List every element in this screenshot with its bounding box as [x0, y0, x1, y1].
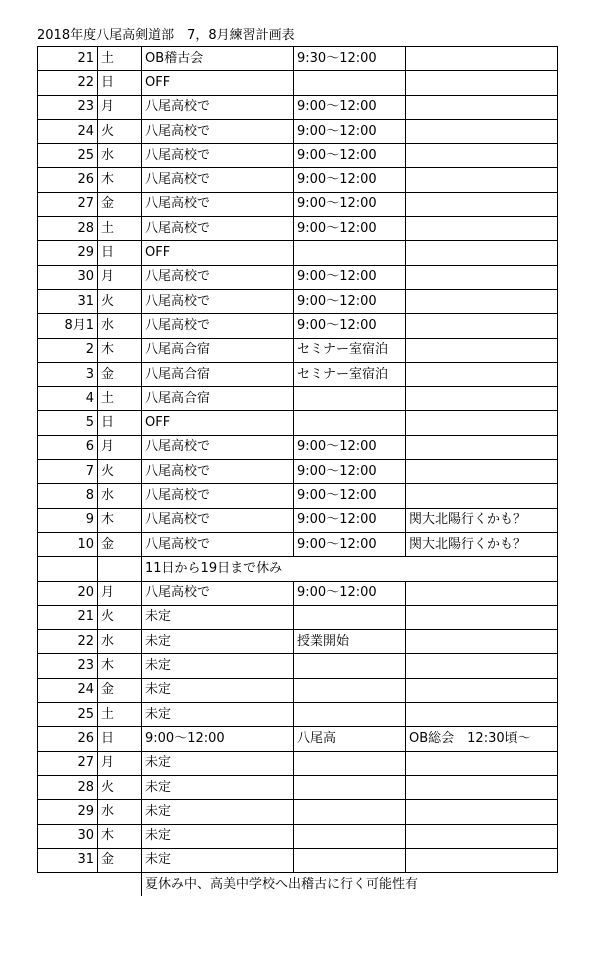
schedule-row	[38, 460, 558, 484]
note-cell	[406, 751, 558, 775]
date-cell: 25	[38, 703, 98, 727]
activity-cell: 八尾高校で	[142, 581, 294, 605]
time-cell	[294, 71, 406, 95]
note-cell	[406, 192, 558, 216]
schedule-row	[38, 751, 558, 775]
schedule-row	[38, 119, 558, 143]
time-cell: 9:00～12:00	[294, 532, 406, 556]
time-cell: 9:00～12:00	[294, 95, 406, 119]
schedule-row	[38, 217, 558, 241]
schedule-row	[38, 435, 558, 459]
activity-cell: 未定	[142, 848, 294, 872]
activity-cell: 未定	[142, 775, 294, 799]
date-cell: 28	[38, 217, 98, 241]
weekday-cell: 火	[98, 460, 142, 484]
note-cell	[406, 703, 558, 727]
note-cell	[406, 411, 558, 435]
note-cell	[406, 95, 558, 119]
holiday-notice-cell: 11日から19日まで休み	[142, 557, 558, 581]
date-cell: 30	[38, 824, 98, 848]
schedule-row	[38, 848, 558, 872]
weekday-cell: 月	[98, 265, 142, 289]
time-cell: 授業開始	[294, 630, 406, 654]
time-cell: セミナー室宿泊	[294, 338, 406, 362]
note-cell	[406, 824, 558, 848]
activity-cell: 八尾高校で	[142, 508, 294, 532]
schedule-row	[38, 508, 558, 532]
time-cell: 9:00～12:00	[294, 144, 406, 168]
weekday-cell: 土	[98, 47, 142, 71]
note-cell	[406, 800, 558, 824]
note-cell	[406, 654, 558, 678]
note-cell	[406, 119, 558, 143]
weekday-cell: 月	[98, 581, 142, 605]
note-cell	[406, 168, 558, 192]
note-cell	[406, 265, 558, 289]
date-cell: 10	[38, 532, 98, 556]
time-cell	[294, 848, 406, 872]
note-cell	[406, 581, 558, 605]
weekday-cell: 月	[98, 435, 142, 459]
weekday-cell: 水	[98, 314, 142, 338]
time-cell: 八尾高	[294, 727, 406, 751]
time-cell: 9:00～12:00	[294, 192, 406, 216]
time-cell: 9:00～12:00	[294, 265, 406, 289]
weekday-cell: 木	[98, 654, 142, 678]
note-cell	[406, 338, 558, 362]
schedule-row	[38, 314, 558, 338]
schedule-row	[38, 703, 558, 727]
weekday-cell: 水	[98, 630, 142, 654]
activity-cell: 八尾高校で	[142, 532, 294, 556]
date-cell: 5	[38, 411, 98, 435]
weekday-cell: 火	[98, 289, 142, 313]
weekday-cell: 金	[98, 362, 142, 386]
time-cell	[294, 241, 406, 265]
date-cell: 30	[38, 265, 98, 289]
date-cell: 6	[38, 435, 98, 459]
activity-cell: 八尾高校で	[142, 168, 294, 192]
activity-cell: 八尾高校で	[142, 289, 294, 313]
weekday-cell: 金	[98, 678, 142, 702]
note-cell	[406, 435, 558, 459]
date-cell: 31	[38, 289, 98, 313]
time-cell: 9:00～12:00	[294, 581, 406, 605]
date-cell	[38, 557, 98, 581]
time-cell	[294, 411, 406, 435]
activity-cell: 八尾高校で	[142, 217, 294, 241]
date-cell: 24	[38, 678, 98, 702]
weekday-cell: 金	[98, 848, 142, 872]
weekday-cell: 金	[98, 192, 142, 216]
schedule-table	[37, 46, 558, 896]
date-cell: 9	[38, 508, 98, 532]
schedule-row	[38, 800, 558, 824]
note-cell: OB総会 12:30頃～	[406, 727, 558, 751]
date-cell: 26	[38, 727, 98, 751]
time-cell: 9:00～12:00	[294, 508, 406, 532]
date-cell: 20	[38, 581, 98, 605]
time-cell	[294, 703, 406, 727]
schedule-row	[38, 71, 558, 95]
note-cell	[406, 289, 558, 313]
date-cell: 8	[38, 484, 98, 508]
activity-cell: 八尾高合宿	[142, 387, 294, 411]
date-cell: 22	[38, 71, 98, 95]
time-cell	[294, 678, 406, 702]
activity-cell: 八尾高合宿	[142, 362, 294, 386]
schedule-row	[38, 678, 558, 702]
note-cell	[406, 605, 558, 629]
schedule-row	[38, 557, 558, 581]
schedule-row	[38, 289, 558, 313]
note-cell	[406, 362, 558, 386]
activity-cell: 八尾高校で	[142, 314, 294, 338]
activity-cell: OB稽古会	[142, 47, 294, 71]
activity-cell: 八尾高校で	[142, 265, 294, 289]
weekday-cell: 木	[98, 824, 142, 848]
note-cell: 関大北陽行くかも？	[406, 508, 558, 532]
activity-cell: 八尾高校で	[142, 435, 294, 459]
time-cell	[294, 775, 406, 799]
schedule-row	[38, 387, 558, 411]
schedule-row	[38, 168, 558, 192]
note-cell	[406, 678, 558, 702]
time-cell: 9:00～12:00	[294, 289, 406, 313]
schedule-row	[38, 824, 558, 848]
schedule-row	[38, 95, 558, 119]
document-title: 2018年度八尾高剣道部 7，8月練習計画表	[37, 28, 295, 43]
schedule-row	[38, 727, 558, 751]
weekday-cell: 日	[98, 241, 142, 265]
footnote-spacer	[38, 873, 142, 897]
schedule-row	[38, 241, 558, 265]
date-cell: 23	[38, 95, 98, 119]
note-cell	[406, 630, 558, 654]
weekday-cell: 火	[98, 605, 142, 629]
weekday-cell	[98, 557, 142, 581]
activity-cell: 八尾高校で	[142, 119, 294, 143]
time-cell	[294, 654, 406, 678]
activity-cell: 未定	[142, 654, 294, 678]
time-cell: 9:00～12:00	[294, 460, 406, 484]
activity-cell: 9:00～12:00	[142, 727, 294, 751]
weekday-cell: 日	[98, 727, 142, 751]
activity-cell: 未定	[142, 703, 294, 727]
weekday-cell: 水	[98, 800, 142, 824]
schedule-row	[38, 581, 558, 605]
weekday-cell: 日	[98, 411, 142, 435]
weekday-cell: 木	[98, 508, 142, 532]
note-cell	[406, 387, 558, 411]
time-cell	[294, 605, 406, 629]
time-cell: 9:00～12:00	[294, 314, 406, 338]
schedule-row	[38, 484, 558, 508]
activity-cell: OFF	[142, 71, 294, 95]
time-cell	[294, 751, 406, 775]
weekday-cell: 土	[98, 387, 142, 411]
schedule-row	[38, 47, 558, 71]
date-cell: 29	[38, 800, 98, 824]
schedule-row	[38, 411, 558, 435]
schedule-body	[38, 47, 558, 897]
schedule-row	[38, 338, 558, 362]
date-cell: 22	[38, 630, 98, 654]
schedule-row	[38, 144, 558, 168]
time-cell	[294, 800, 406, 824]
date-cell: 8月1	[38, 314, 98, 338]
schedule-row	[38, 605, 558, 629]
weekday-cell: 月	[98, 751, 142, 775]
note-cell	[406, 484, 558, 508]
note-cell	[406, 71, 558, 95]
date-cell: 26	[38, 168, 98, 192]
note-cell	[406, 848, 558, 872]
time-cell	[294, 387, 406, 411]
date-cell: 4	[38, 387, 98, 411]
time-cell: 9:00～12:00	[294, 484, 406, 508]
weekday-cell: 水	[98, 144, 142, 168]
date-cell: 27	[38, 192, 98, 216]
time-cell: 9:00～12:00	[294, 119, 406, 143]
note-cell	[406, 314, 558, 338]
activity-cell: 未定	[142, 678, 294, 702]
date-cell: 21	[38, 605, 98, 629]
note-cell	[406, 241, 558, 265]
activity-cell: 八尾高校で	[142, 460, 294, 484]
activity-cell: 未定	[142, 751, 294, 775]
date-cell: 25	[38, 144, 98, 168]
activity-cell: 八尾高校で	[142, 192, 294, 216]
activity-cell: 八尾高合宿	[142, 338, 294, 362]
time-cell	[294, 824, 406, 848]
date-cell: 2	[38, 338, 98, 362]
weekday-cell: 土	[98, 703, 142, 727]
weekday-cell: 火	[98, 775, 142, 799]
note-cell	[406, 460, 558, 484]
note-cell	[406, 47, 558, 71]
footnote-row	[38, 873, 558, 897]
weekday-cell: 木	[98, 338, 142, 362]
note-cell	[406, 144, 558, 168]
footnote-text: 夏休み中、高美中学校へ出稽古に行く可能性有	[142, 873, 558, 897]
date-cell: 24	[38, 119, 98, 143]
activity-cell: 八尾高校で	[142, 95, 294, 119]
weekday-cell: 木	[98, 168, 142, 192]
date-cell: 27	[38, 751, 98, 775]
note-cell: 関大北陽行くかも？	[406, 532, 558, 556]
time-cell: 9:00～12:00	[294, 435, 406, 459]
date-cell: 28	[38, 775, 98, 799]
note-cell	[406, 217, 558, 241]
weekday-cell: 水	[98, 484, 142, 508]
time-cell: 9:30～12:00	[294, 47, 406, 71]
activity-cell: 八尾高校で	[142, 144, 294, 168]
activity-cell: 未定	[142, 824, 294, 848]
weekday-cell: 火	[98, 119, 142, 143]
schedule-row	[38, 630, 558, 654]
date-cell: 21	[38, 47, 98, 71]
schedule-row	[38, 532, 558, 556]
weekday-cell: 日	[98, 71, 142, 95]
date-cell: 7	[38, 460, 98, 484]
weekday-cell: 土	[98, 217, 142, 241]
note-cell	[406, 775, 558, 799]
time-cell: 9:00～12:00	[294, 217, 406, 241]
date-cell: 29	[38, 241, 98, 265]
activity-cell: OFF	[142, 411, 294, 435]
date-cell: 31	[38, 848, 98, 872]
time-cell: 9:00～12:00	[294, 168, 406, 192]
weekday-cell: 金	[98, 532, 142, 556]
weekday-cell: 月	[98, 95, 142, 119]
date-cell: 3	[38, 362, 98, 386]
activity-cell: 未定	[142, 800, 294, 824]
schedule-row	[38, 192, 558, 216]
time-cell: セミナー室宿泊	[294, 362, 406, 386]
schedule-row	[38, 265, 558, 289]
activity-cell: 八尾高校で	[142, 484, 294, 508]
activity-cell: OFF	[142, 241, 294, 265]
schedule-row	[38, 775, 558, 799]
date-cell: 23	[38, 654, 98, 678]
schedule-row	[38, 654, 558, 678]
activity-cell: 未定	[142, 605, 294, 629]
activity-cell: 未定	[142, 630, 294, 654]
schedule-row	[38, 362, 558, 386]
